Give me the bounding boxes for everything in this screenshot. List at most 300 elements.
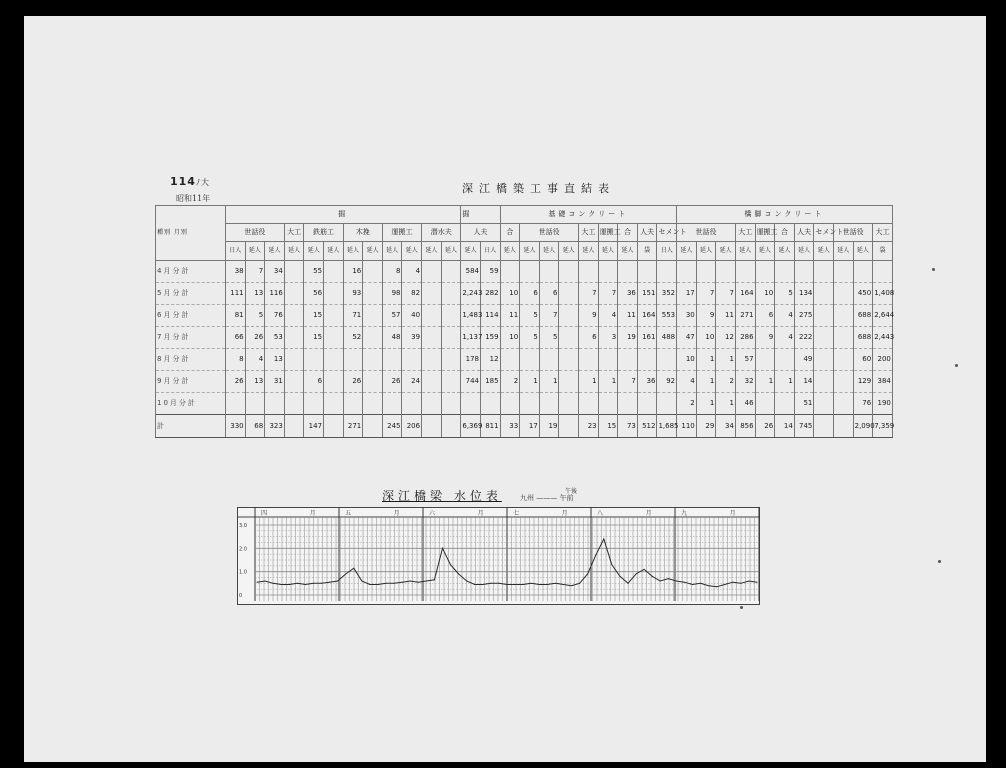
- table-cell: 3: [598, 327, 618, 349]
- table-cell: 1: [598, 371, 618, 393]
- unit-label: 延人: [716, 242, 736, 261]
- table-cell: 1: [696, 393, 716, 415]
- table-cell: 30: [677, 305, 697, 327]
- table-cell: 200: [873, 349, 893, 371]
- table-cell: 26: [382, 371, 402, 393]
- unit-label: 延人: [324, 242, 344, 261]
- table-cell: 2,243: [461, 283, 481, 305]
- water-level-point: [442, 548, 443, 549]
- table-cell: 111: [226, 283, 246, 305]
- table-cell: [559, 371, 579, 393]
- table-cell: 2: [500, 371, 520, 393]
- table-cell: 68: [245, 415, 265, 438]
- table-cell: [755, 349, 775, 371]
- table-cell: 57: [735, 349, 755, 371]
- y-tick-label: 0: [239, 593, 243, 599]
- table-cell: 48: [382, 327, 402, 349]
- table-cell: 98: [382, 283, 402, 305]
- speck: [740, 606, 743, 609]
- table-cell: [324, 393, 344, 415]
- table-cell: [579, 393, 599, 415]
- water-level-point: [466, 581, 467, 582]
- water-level-point: [345, 574, 346, 575]
- table-cell: [441, 415, 461, 438]
- table-cell: 286: [735, 327, 755, 349]
- year-note: 昭和11年: [176, 194, 211, 203]
- table-cell: [834, 371, 854, 393]
- table-cell: 12: [716, 327, 736, 349]
- column-group-label: 世話役: [834, 224, 873, 242]
- table-cell: [422, 283, 442, 305]
- water-level-point: [498, 583, 499, 584]
- table-cell: [363, 393, 383, 415]
- water-level-point: [531, 583, 532, 584]
- table-cell: 60: [853, 349, 873, 371]
- month-label: 月: [645, 510, 652, 517]
- table-cell: 6: [539, 283, 559, 305]
- table-cell: [834, 305, 854, 327]
- table-cell: [618, 393, 638, 415]
- table-row: [156, 327, 893, 349]
- table-title: 深江橋築工事直結表: [462, 182, 615, 195]
- table-cell: 114: [480, 305, 500, 327]
- table-cell: 1: [696, 371, 716, 393]
- table-cell: 9: [579, 305, 599, 327]
- table-cell: 584: [461, 261, 481, 283]
- unit-label: 延人: [441, 242, 461, 261]
- table-cell: [539, 349, 559, 371]
- column-group-label: 人夫: [461, 224, 500, 242]
- table-cell: 34: [716, 415, 736, 438]
- table-cell: 59: [480, 261, 500, 283]
- unit-label: 延人: [265, 242, 285, 261]
- column-group-label: 世話役: [226, 224, 285, 242]
- table-cell: 76: [853, 393, 873, 415]
- table-cell: 53: [265, 327, 285, 349]
- table-cell: 450: [853, 283, 873, 305]
- table-cell: 51: [794, 393, 814, 415]
- table-cell: [284, 371, 304, 393]
- unit-label: 延人: [284, 242, 304, 261]
- water-level-point: [507, 584, 508, 585]
- water-level-point: [337, 581, 338, 582]
- table-cell: [441, 327, 461, 349]
- table-cell: 1: [716, 393, 736, 415]
- table-cell: 512: [637, 415, 657, 438]
- table-cell: [284, 305, 304, 327]
- water-level-point: [281, 584, 282, 585]
- water-level-point: [273, 583, 274, 584]
- table-cell: [461, 393, 481, 415]
- water-level-point: [394, 583, 395, 584]
- table-cell: [579, 349, 599, 371]
- water-level-point: [595, 555, 596, 556]
- table-cell: 688: [853, 327, 873, 349]
- table-cell: [422, 327, 442, 349]
- water-level-point: [482, 584, 483, 585]
- table-cell: [500, 349, 520, 371]
- unit-label: 延人: [245, 242, 265, 261]
- water-level-point: [611, 564, 612, 565]
- table-cell: 71: [343, 305, 363, 327]
- table-cell: [284, 327, 304, 349]
- page-number-value: 114: [170, 175, 196, 188]
- table-cell: 275: [794, 305, 814, 327]
- table-cell: 24: [402, 371, 422, 393]
- table-cell: [284, 261, 304, 283]
- water-level-point: [490, 583, 491, 584]
- water-level-point: [587, 574, 588, 575]
- table-cell: 33: [500, 415, 520, 438]
- water-level-point: [418, 582, 419, 583]
- table-cell: [363, 305, 383, 327]
- table-cell: 10: [500, 283, 520, 305]
- unit-label: 延人: [853, 242, 873, 261]
- water-level-point: [603, 539, 604, 540]
- table-cell: [814, 261, 834, 283]
- table-cell: [304, 349, 324, 371]
- table-cell: [363, 371, 383, 393]
- table-cell: 14: [775, 415, 795, 438]
- column-group-label: 世話役: [520, 224, 579, 242]
- table-cell: [343, 349, 363, 371]
- table-cell: 15: [304, 327, 324, 349]
- table-cell: 81: [226, 305, 246, 327]
- unit-label: 延人: [539, 242, 559, 261]
- table-cell: 46: [735, 393, 755, 415]
- table-cell: [500, 261, 520, 283]
- table-cell: 7: [245, 261, 265, 283]
- table-cell: [422, 393, 442, 415]
- water-level-point: [547, 584, 548, 585]
- table-cell: [363, 283, 383, 305]
- table-cell: 4: [677, 371, 697, 393]
- table-cell: 15: [304, 305, 324, 327]
- water-level-point: [321, 583, 322, 584]
- water-level-point: [450, 564, 451, 565]
- water-level-point: [668, 578, 669, 579]
- table-cell: 1: [716, 349, 736, 371]
- table-cell: [834, 415, 854, 438]
- table-cell: [696, 261, 716, 283]
- table-cell: 13: [265, 349, 285, 371]
- table-cell: [735, 261, 755, 283]
- table-cell: [814, 283, 834, 305]
- column-group-label: 人夫: [637, 224, 657, 242]
- table-cell: 185: [480, 371, 500, 393]
- table-cell: 134: [794, 283, 814, 305]
- table-cell: 57: [382, 305, 402, 327]
- table-cell: 159: [480, 327, 500, 349]
- unit-label: 延人: [304, 242, 324, 261]
- unit-label: 延人: [735, 242, 755, 261]
- water-level-point: [523, 584, 524, 585]
- table-cell: 56: [304, 283, 324, 305]
- table-cell: [618, 349, 638, 371]
- table-cell: [343, 393, 363, 415]
- water-level-point: [369, 584, 370, 585]
- table-cell: [363, 327, 383, 349]
- table-cell: 9: [696, 305, 716, 327]
- water-level-point: [353, 568, 354, 569]
- table-cell: 31: [265, 371, 285, 393]
- speck: [938, 560, 941, 563]
- table-cell: [579, 261, 599, 283]
- table-cell: [265, 393, 285, 415]
- water-level-point: [676, 581, 677, 582]
- table-cell: 66: [226, 327, 246, 349]
- water-level-point: [434, 579, 435, 580]
- row-label: 4月分計: [156, 261, 226, 283]
- unit-label: 延人: [382, 242, 402, 261]
- table-cell: 116: [265, 283, 285, 305]
- table-cell: [520, 261, 540, 283]
- table-cell: 8: [382, 261, 402, 283]
- table-cell: [853, 261, 873, 283]
- speck: [932, 268, 935, 271]
- row-label: 9月分計: [156, 371, 226, 393]
- table-cell: 34: [265, 261, 285, 283]
- table-cell: 82: [402, 283, 422, 305]
- table-cell: [441, 283, 461, 305]
- table-cell: 7: [696, 283, 716, 305]
- column-group-label: 合: [618, 224, 638, 242]
- table-cell: [657, 261, 677, 283]
- unit-label: 日人: [657, 242, 677, 261]
- column-group-label: セメント: [657, 224, 677, 242]
- table-cell: 12: [480, 349, 500, 371]
- table-cell: 7: [598, 283, 618, 305]
- water-level-point: [563, 584, 564, 585]
- table-cell: [559, 283, 579, 305]
- table-cell: [814, 371, 834, 393]
- unit-label: 延人: [422, 242, 442, 261]
- table-cell: 93: [343, 283, 363, 305]
- table-cell: [324, 261, 344, 283]
- chart-frame: [238, 508, 760, 605]
- water-level-point: [257, 582, 258, 583]
- table-cell: 16: [343, 261, 363, 283]
- table-cell: [814, 305, 834, 327]
- page-number: [170, 175, 210, 188]
- table-cell: [520, 393, 540, 415]
- table-cell: 23: [579, 415, 599, 438]
- month-label: 月: [561, 510, 568, 517]
- table-cell: [363, 349, 383, 371]
- water-level-point: [313, 583, 314, 584]
- unit-label: 袋: [873, 242, 893, 261]
- water-level-point: [740, 583, 741, 584]
- table-cell: 7: [579, 283, 599, 305]
- table-cell: [559, 393, 579, 415]
- table-cell: 36: [637, 371, 657, 393]
- corner-header: 種別 月別: [156, 206, 226, 261]
- table-cell: 11: [618, 305, 638, 327]
- water-level-point: [386, 583, 387, 584]
- y-tick-label: 1.0: [239, 569, 247, 576]
- column-group-label: 潜水夫: [422, 224, 461, 242]
- table-cell: [598, 349, 618, 371]
- table-cell: 178: [461, 349, 481, 371]
- table-cell: [324, 371, 344, 393]
- table-cell: [304, 393, 324, 415]
- row-label: 10月分計: [156, 393, 226, 415]
- table-cell: 7,359: [873, 415, 893, 438]
- table-cell: [834, 283, 854, 305]
- month-label: 六: [429, 510, 436, 517]
- water-level-point: [757, 582, 758, 583]
- table-cell: 10: [500, 327, 520, 349]
- table-cell: 7: [716, 283, 736, 305]
- table-cell: 271: [343, 415, 363, 438]
- table-cell: 10: [677, 349, 697, 371]
- unit-label: 延人: [775, 242, 795, 261]
- table-cell: 40: [402, 305, 422, 327]
- table-cell: 6,369: [461, 415, 481, 438]
- table-cell: 206: [402, 415, 422, 438]
- table-cell: 222: [794, 327, 814, 349]
- table-cell: 151: [637, 283, 657, 305]
- table-cell: [363, 261, 383, 283]
- page-number-suffix: ﾉ大: [195, 178, 210, 187]
- table-cell: [324, 327, 344, 349]
- table-cell: 17: [677, 283, 697, 305]
- row-label: 8月分計: [156, 349, 226, 371]
- row-label: 5月分計: [156, 283, 226, 305]
- group-header-foundation: 基礎コンクリート: [500, 206, 677, 224]
- table-cell: 5: [520, 327, 540, 349]
- table-cell: 26: [343, 371, 363, 393]
- table-cell: [422, 261, 442, 283]
- column-group-label: 運搬工: [598, 224, 618, 242]
- table-cell: [441, 393, 461, 415]
- column-group-label: 運搬工: [382, 224, 421, 242]
- water-level-point: [555, 583, 556, 584]
- table-cell: [755, 393, 775, 415]
- unit-label: 延人: [402, 242, 422, 261]
- table-cell: 19: [618, 327, 638, 349]
- table-cell: [324, 415, 344, 438]
- table-cell: 19: [539, 415, 559, 438]
- water-level-point: [692, 584, 693, 585]
- table-cell: [637, 349, 657, 371]
- water-level-point: [684, 582, 685, 583]
- table-cell: [794, 261, 814, 283]
- table-cell: 4: [402, 261, 422, 283]
- table-cell: [598, 393, 618, 415]
- water-level-point: [377, 584, 378, 585]
- water-level-point: [708, 585, 709, 586]
- table-cell: [402, 349, 422, 371]
- row-label: 7月分計: [156, 327, 226, 349]
- table-cell: [422, 371, 442, 393]
- water-level-point: [361, 581, 362, 582]
- water-level-point: [627, 583, 628, 584]
- table-cell: 10: [755, 283, 775, 305]
- table-cell: [284, 393, 304, 415]
- unit-label: 延人: [794, 242, 814, 261]
- table-cell: 5: [245, 305, 265, 327]
- unit-label: 延人: [814, 242, 834, 261]
- water-level-point: [579, 583, 580, 584]
- table-cell: 1: [775, 371, 795, 393]
- column-group-label: 合: [775, 224, 795, 242]
- y-tick-label: 2.0: [239, 546, 247, 553]
- table-cell: 745: [794, 415, 814, 438]
- unit-label: 延人: [343, 242, 363, 261]
- water-level-legend: 九州 ——— 午前: [520, 494, 574, 502]
- table-cell: [716, 261, 736, 283]
- table-cell: 32: [735, 371, 755, 393]
- table-cell: 52: [343, 327, 363, 349]
- group-header-pier: 橋脚コンクリート: [677, 206, 893, 224]
- column-group-label: 大工: [735, 224, 755, 242]
- table-cell: [441, 349, 461, 371]
- table-cell: [284, 415, 304, 438]
- table-row: [156, 305, 893, 327]
- table-cell: 1,408: [873, 283, 893, 305]
- unit-label: 延人: [363, 242, 383, 261]
- month-label: 月: [729, 510, 736, 517]
- table-cell: 26: [245, 327, 265, 349]
- table-cell: [441, 305, 461, 327]
- table-cell: 330: [226, 415, 246, 438]
- table-cell: 1,483: [461, 305, 481, 327]
- table-cell: 1,137: [461, 327, 481, 349]
- table-cell: [559, 349, 579, 371]
- water-level-point: [426, 581, 427, 582]
- table-cell: [834, 327, 854, 349]
- table-cell: 55: [304, 261, 324, 283]
- water-level-point: [305, 584, 306, 585]
- water-level-point: [724, 584, 725, 585]
- table-cell: [441, 261, 461, 283]
- table-cell: 1: [579, 371, 599, 393]
- unit-label: 延人: [559, 242, 579, 261]
- table-cell: [520, 349, 540, 371]
- month-label: 九: [681, 510, 688, 517]
- table-cell: [559, 327, 579, 349]
- table-cell: 5: [520, 305, 540, 327]
- unit-label: 延人: [598, 242, 618, 261]
- unit-label: 延人: [677, 242, 697, 261]
- table-cell: 15: [598, 415, 618, 438]
- month-label: 七: [513, 510, 520, 517]
- table-cell: 1: [696, 349, 716, 371]
- water-level-point: [652, 576, 653, 577]
- table-cell: [657, 393, 677, 415]
- table-cell: 1: [755, 371, 775, 393]
- column-group-label: 大工: [873, 224, 893, 242]
- water-level-point: [402, 582, 403, 583]
- table-cell: [775, 393, 795, 415]
- table-cell: [755, 261, 775, 283]
- table-cell: [422, 349, 442, 371]
- month-label: 四: [261, 510, 268, 517]
- unit-label: 日人: [480, 242, 500, 261]
- water-level-point: [297, 583, 298, 584]
- table-cell: 4: [775, 305, 795, 327]
- table-cell: 110: [677, 415, 697, 438]
- table-cell: [637, 393, 657, 415]
- table-cell: 73: [618, 415, 638, 438]
- row-label: 計: [156, 415, 226, 438]
- table-cell: [539, 393, 559, 415]
- table-cell: [324, 349, 344, 371]
- table-cell: 76: [265, 305, 285, 327]
- table-cell: [814, 393, 834, 415]
- table-cell: 161: [637, 327, 657, 349]
